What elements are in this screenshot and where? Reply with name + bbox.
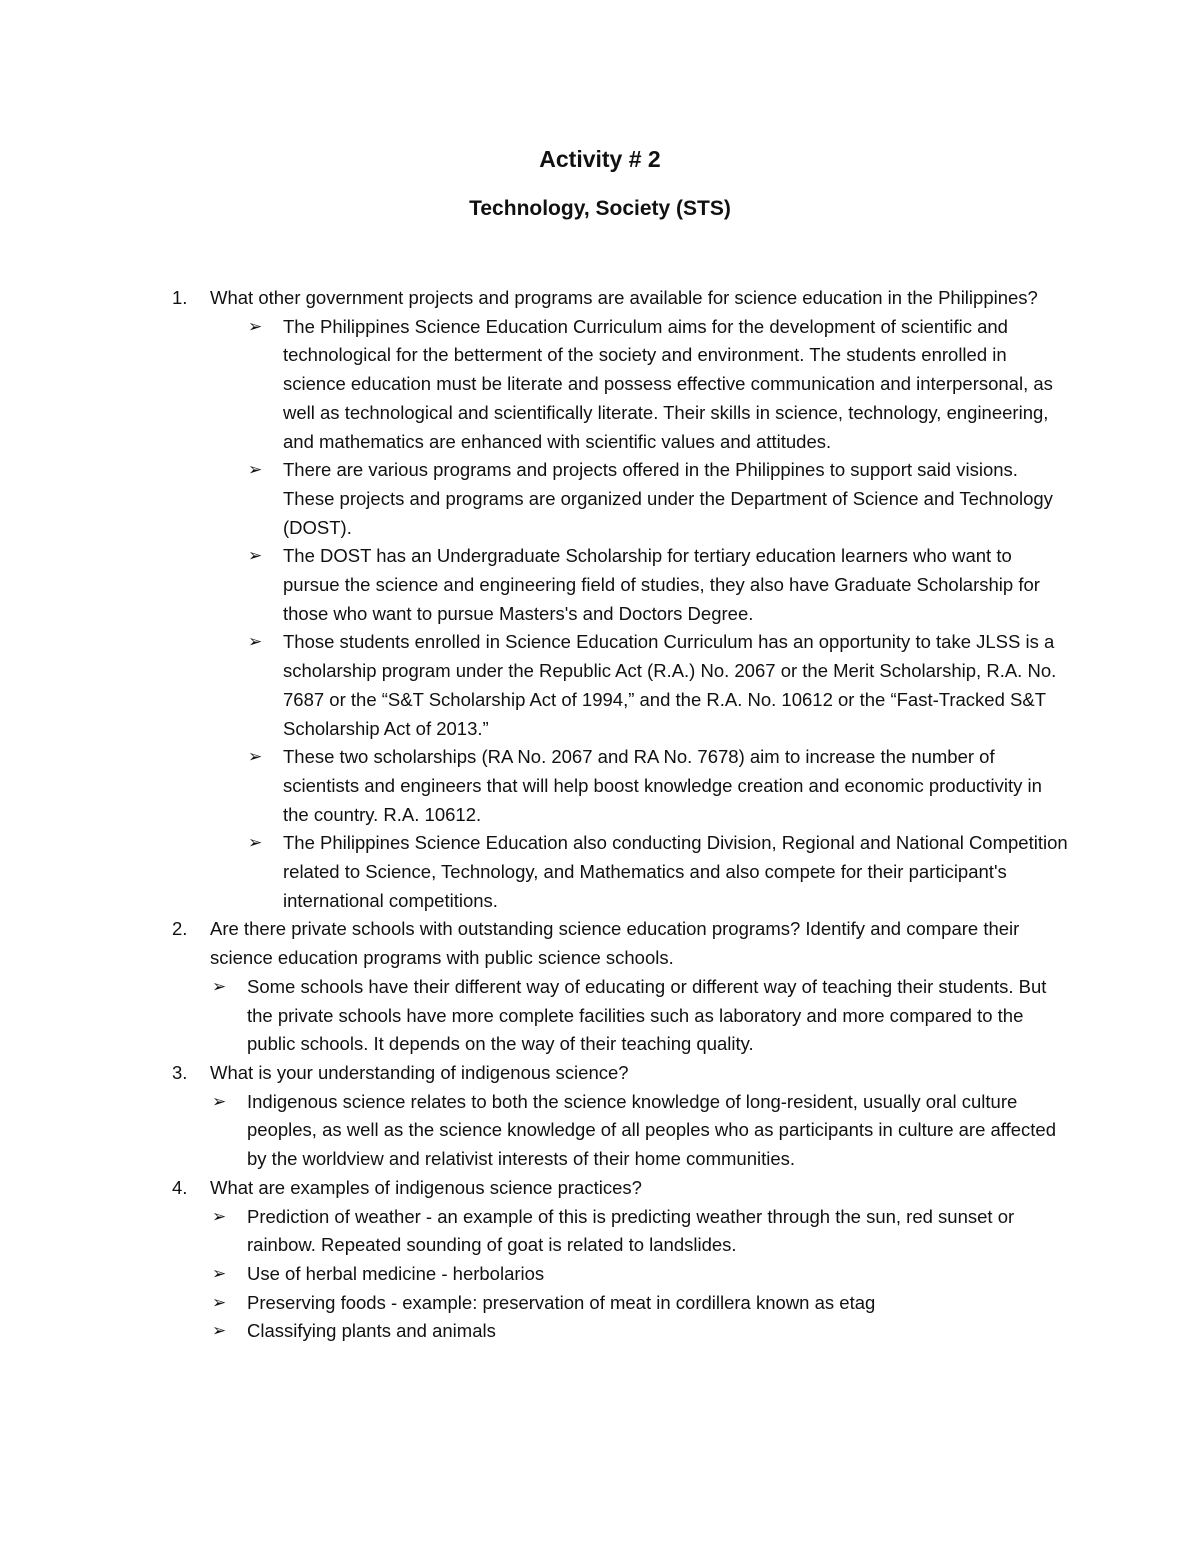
question-text: What are examples of indigenous science practices? bbox=[210, 1176, 642, 1198]
answer-text: The Philippines Science Education also conducting Division, Regional and National Competition related to Science, Technology, and Mathematics and also compete for their participant's international competitions. bbox=[283, 832, 1068, 911]
answer-item bbox=[210, 456, 1072, 542]
question-item bbox=[172, 1059, 1072, 1174]
question-item bbox=[172, 284, 1072, 915]
question-text: Are there private schools with outstanding science education programs? Identify and compare their science education programs with public science schools. bbox=[210, 918, 1020, 969]
arrow-bullet-icon: ➢ bbox=[248, 632, 263, 652]
arrow-bullet-icon: ➢ bbox=[212, 1292, 227, 1312]
question-text: What is your understanding of indigenous science? bbox=[210, 1061, 629, 1083]
answer-item bbox=[210, 628, 1072, 743]
question-item bbox=[172, 915, 1072, 1059]
answer-text: Prediction of weather - an example of this is predicting weather through the sun, red sunset or rainbow. Repeated sounding of goat is related to landslides. bbox=[247, 1205, 1015, 1256]
answer-item bbox=[210, 1088, 1072, 1174]
arrow-bullet-icon: ➢ bbox=[248, 546, 263, 566]
answer-list bbox=[210, 313, 1072, 916]
answer-item bbox=[210, 1317, 1072, 1346]
answer-text: Those students enrolled in Science Education Curriculum has an opportunity to take JLSS is a scholarship program under the Republic Act (R.A.) No. 2067 or the Merit Scholarship, R.A. No. 7687 or the “S&T Scholarship Act of 1994,” and the R.A. No. 10612 or the “Fast-Tracked S&T Scholarship Act of 2013.” bbox=[283, 631, 1057, 739]
answer-item bbox=[210, 1203, 1072, 1260]
answer-item bbox=[210, 1260, 1072, 1289]
answer-text: Indigenous science relates to both the science knowledge of long-resident, usually oral culture peoples, as well as the science knowledge of all peoples who as participants in culture are affected by the worldview and relativist interests of their home communities. bbox=[247, 1090, 1057, 1170]
answer-list bbox=[210, 1203, 1072, 1347]
answer-text: There are various programs and projects offered in the Philippines to support said visions. These projects and programs are organized under the Department of Science and Technology (DOST). bbox=[283, 459, 1053, 538]
answer-text: The Philippines Science Education Curriculum aims for the development of scientific and technological for the betterment of the society and environment. The students enrolled in science education must be literate and possess effective communication and interpersonal, as well as technological and scientifically literate. Their skills in science, technology, engineering, and mathematics are enhanced with scientific values and attitudes. bbox=[283, 315, 1053, 452]
question-number: 3. bbox=[172, 1061, 188, 1083]
question-number: 1. bbox=[172, 287, 188, 308]
answer-text: Use of herbal medicine - herbolarios bbox=[247, 1262, 545, 1284]
document-subtitle: Technology, Society (STS) bbox=[469, 197, 731, 220]
question-number: 4. bbox=[172, 1176, 188, 1198]
arrow-bullet-icon: ➢ bbox=[248, 316, 263, 336]
answer-text: Preserving foods - example: preservation of meat in cordillera known as etag bbox=[247, 1291, 876, 1313]
question-text: What other government projects and programs are available for science education in the Philippines? bbox=[210, 287, 1038, 308]
arrow-bullet-icon: ➢ bbox=[212, 1321, 227, 1341]
question-number: 2. bbox=[172, 918, 188, 940]
arrow-bullet-icon: ➢ bbox=[212, 1263, 227, 1283]
answer-item bbox=[210, 542, 1072, 628]
question-list bbox=[172, 284, 1072, 1346]
answer-text: Some schools have their different way of educating or different way of teaching their students. But the private schools have more complete facilities such as laboratory and more compared to the public schools. It depends on the way of their teaching quality. bbox=[247, 975, 1047, 1055]
answer-item bbox=[210, 829, 1072, 915]
answer-item bbox=[210, 313, 1072, 457]
answer-list bbox=[210, 973, 1072, 1059]
arrow-bullet-icon: ➢ bbox=[248, 747, 263, 767]
arrow-bullet-icon: ➢ bbox=[212, 976, 227, 996]
arrow-bullet-icon: ➢ bbox=[248, 460, 263, 480]
answer-item bbox=[210, 973, 1072, 1059]
answer-text: Classifying plants and animals bbox=[247, 1320, 496, 1342]
answer-text: These two scholarships (RA No. 2067 and RA No. 7678) aim to increase the number of scientists and engineers that will help boost knowledge creation and economic productivity in the country. R.A. 10612. bbox=[283, 746, 1042, 825]
answer-text: The DOST has an Undergraduate Scholarship for tertiary education learners who want to pursue the science and engineering field of studies, they also have Graduate Scholarship for those who want to pursue Masters's and Doctors Degree. bbox=[283, 545, 1040, 624]
arrow-bullet-icon: ➢ bbox=[248, 833, 263, 853]
arrow-bullet-icon: ➢ bbox=[212, 1206, 227, 1226]
answer-list bbox=[210, 1088, 1072, 1174]
answer-item bbox=[210, 1289, 1072, 1318]
question-item bbox=[172, 1174, 1072, 1346]
arrow-bullet-icon: ➢ bbox=[212, 1091, 227, 1111]
answer-item bbox=[210, 743, 1072, 829]
document-title: Activity # 2 bbox=[539, 146, 661, 172]
